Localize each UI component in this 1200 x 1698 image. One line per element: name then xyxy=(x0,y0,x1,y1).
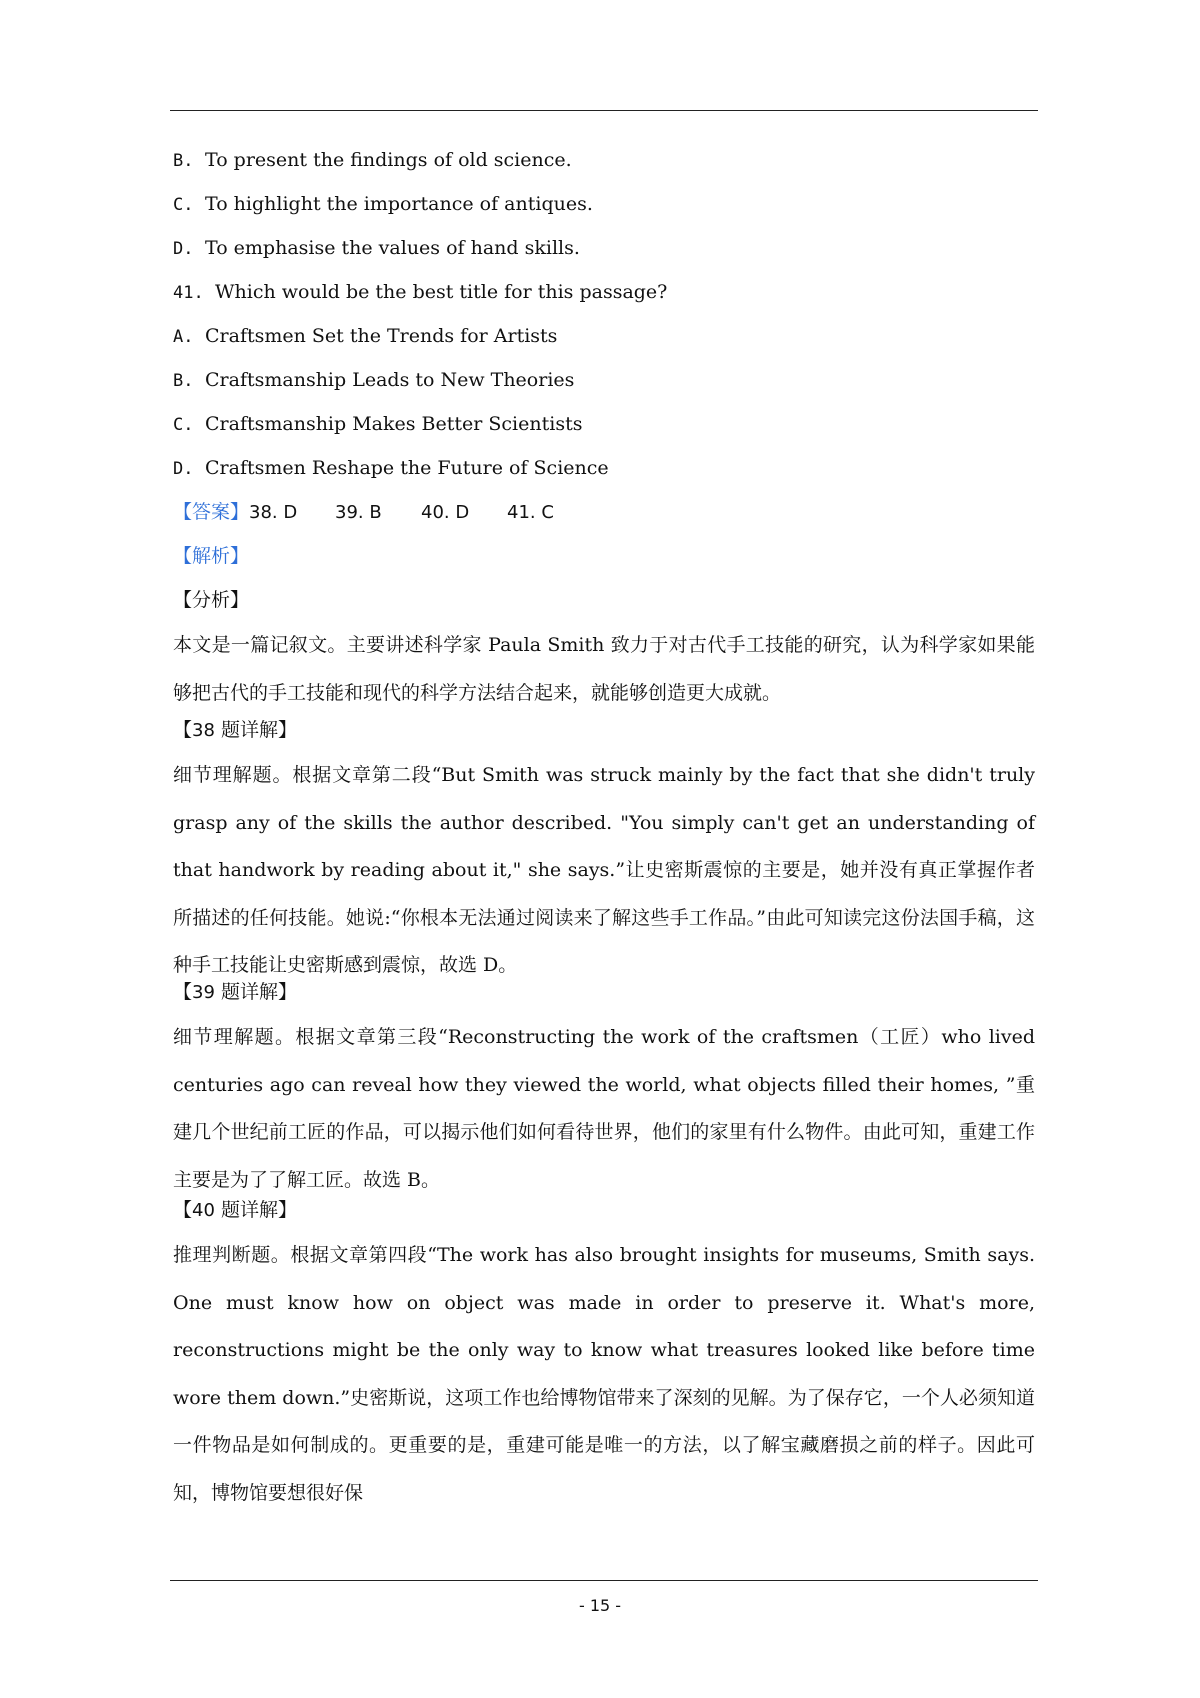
option-text: Craftsmanship Makes Better Scientists xyxy=(205,413,583,435)
option-letter: D. xyxy=(173,239,194,259)
answer-list xyxy=(249,502,554,523)
option-text: To emphasise the values of hand skills. xyxy=(205,237,580,259)
answer-label: 【答案】 xyxy=(173,501,250,523)
section-label: 题详解】 xyxy=(214,981,297,1003)
option-text: Craftsmen Set the Trends for Artists xyxy=(205,325,558,347)
option-q40-c xyxy=(173,192,593,217)
option-q41-a xyxy=(173,324,557,349)
option-letter: D. xyxy=(173,459,194,479)
page-number: - 15 - xyxy=(578,1596,622,1615)
answer-item: 38. D xyxy=(249,502,298,523)
q40-heading xyxy=(173,1198,297,1223)
option-q41-c xyxy=(173,412,582,437)
option-q41-d xyxy=(173,456,609,481)
option-letter: C. xyxy=(173,415,194,435)
option-q40-d xyxy=(173,236,580,261)
q38-heading xyxy=(173,718,297,743)
analysis-heading xyxy=(173,544,249,568)
section-number: 40 xyxy=(192,1200,215,1221)
bracket-open: 【 xyxy=(173,1199,193,1221)
section-number: 38 xyxy=(192,720,215,741)
q38-paragraph: 细节理解题。根据文章第二段“But Smith was struck mainly by the fact that she didn't truly grasp any of the skills the author described. "You simply can't get an understanding of that handwork by reading about it," she says.”让史密斯震惊的主要是，她并没有真正掌握作者所描述的任何技能。她说:“你根本无法通过阅读来了解这些手工作品。”由此可知读完这份法国手稿，这种手工技能让史密斯感到震惊，故选 D。 xyxy=(173,764,1035,976)
question-41 xyxy=(173,280,667,305)
option-letter: A. xyxy=(173,327,194,347)
header-rule xyxy=(170,110,1038,111)
q40-paragraph: 推理判断题。根据文章第四段“The work has also brought insights for museums, Smith says. One must know how on object was made in order to preserve it. What's more, reconstructions might be the only way to know what treasures looked like before time wore them down.”史密斯说，这项工作也给博物馆带来了深刻的见解。为了保存它，一个人必须知道一件物品是如何制成的。更重要的是，重建可能是唯一的方法，以了解宝藏磨损之前的样子。因此可知，博物馆要想很好保 xyxy=(173,1244,1035,1504)
question-number: 41. xyxy=(173,283,204,303)
section-number: 39 xyxy=(192,982,215,1003)
question-text: Which would be the best title for this passage? xyxy=(215,281,668,303)
option-text: Craftsmanship Leads to New Theories xyxy=(205,369,575,391)
option-letter: B. xyxy=(173,371,194,391)
answer-line xyxy=(173,500,554,525)
q39-paragraph: 细节理解题。根据文章第三段“Reconstructing the work of the craftsmen（工匠）who lived centuries ago can reveal how they viewed the world, what objects filled their homes, ”重建几个世纪前工匠的作品，可以揭示他们如何看待世界，他们的家里有什么物件。由此可知，重建工作主要是为了了解工匠。故选 B。 xyxy=(173,1026,1035,1191)
section-label: 题详解】 xyxy=(214,1199,297,1221)
answer-item: 40. D xyxy=(421,502,470,523)
section-label: 题详解】 xyxy=(214,719,297,741)
option-letter: B. xyxy=(173,151,194,171)
option-q40-b xyxy=(173,148,572,173)
analysis-label: 【解析】 xyxy=(173,545,250,567)
option-letter: C. xyxy=(173,195,194,215)
footer-rule xyxy=(170,1580,1038,1581)
bracket-open: 【 xyxy=(173,719,193,741)
option-q41-b xyxy=(173,368,574,393)
answer-item: 39. B xyxy=(335,502,382,523)
q39-heading xyxy=(173,980,297,1005)
fenxi-label: 【分析】 xyxy=(173,589,250,611)
option-text: Craftsmen Reshape the Future of Science xyxy=(205,457,609,479)
option-text: To highlight the importance of antiques. xyxy=(205,193,593,215)
answer-item: 41. C xyxy=(507,502,554,523)
option-text: To present the findings of old science. xyxy=(205,149,572,171)
fenxi-heading xyxy=(173,588,249,612)
bracket-open: 【 xyxy=(173,981,193,1003)
fenxi-paragraph: 本文是一篇记叙文。主要讲述科学家 Paula Smith 致力于对古代手工技能的研究，认为科学家如果能够把古代的手工技能和现代的科学方法结合起来，就能够创造更大成就。 xyxy=(173,634,1035,704)
